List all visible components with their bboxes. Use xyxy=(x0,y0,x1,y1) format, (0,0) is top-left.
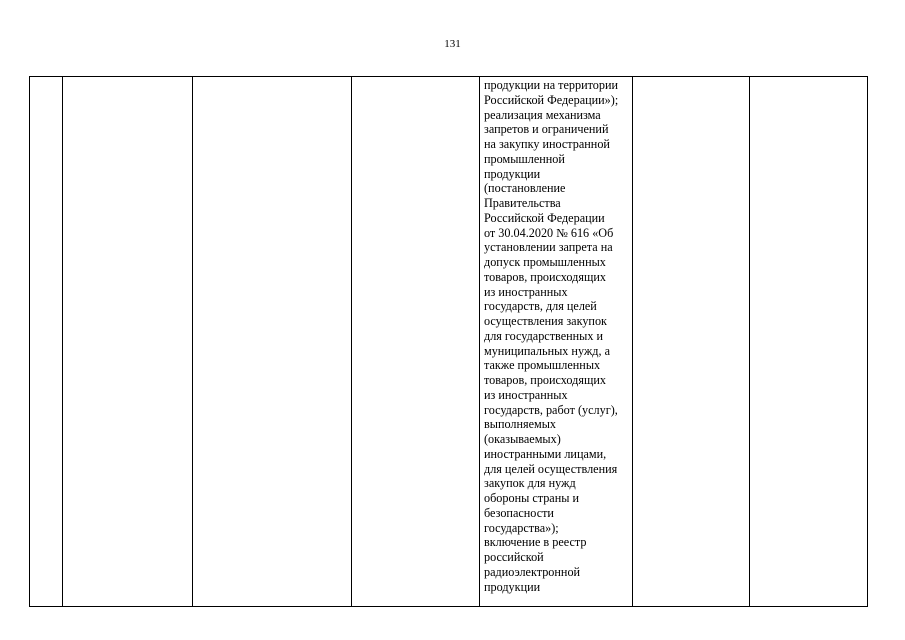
table-cell-col6 xyxy=(633,77,750,607)
table-cell-number xyxy=(30,77,63,607)
page-number: 131 xyxy=(444,38,461,50)
text-line: государств, для целей xyxy=(484,299,597,314)
text-line: допуск промышленных xyxy=(484,255,606,269)
text-line: промышленной xyxy=(484,151,565,166)
text-line: на закупку иностранной xyxy=(484,137,610,151)
text-line: продукции xyxy=(484,166,541,181)
text-line: иностранными лицами, xyxy=(484,446,607,461)
measures-text xyxy=(480,77,632,594)
text-line: товаров, происходящих xyxy=(484,269,606,284)
text-line: запретов и ограничений xyxy=(484,122,609,137)
text-line: из иностранных xyxy=(484,284,568,299)
text-line: осуществления закупок xyxy=(484,314,607,328)
text-line: от 30.04.2020 № 616 «Об xyxy=(484,225,614,240)
text-line: государства»); xyxy=(484,520,559,535)
text-line: (оказываемых) xyxy=(484,432,561,446)
text-line: обороны страны и xyxy=(484,491,580,505)
text-line: для целей осуществления xyxy=(484,461,618,476)
text-line: товаров, происходящих xyxy=(484,373,606,387)
table-cell-col2 xyxy=(63,77,193,607)
document-table xyxy=(29,76,868,607)
text-line: Российской Федерации xyxy=(484,210,605,225)
text-line: Правительства xyxy=(484,196,561,210)
text-line: муниципальных нужд, а xyxy=(484,343,611,358)
text-line: продукции на территории xyxy=(484,78,619,92)
text-line: включение в реестр xyxy=(484,535,587,550)
table-row xyxy=(30,77,868,607)
text-line: российской xyxy=(484,550,544,564)
text-line: выполняемых xyxy=(484,417,557,432)
text-line: реализация механизма xyxy=(484,107,601,122)
text-line: из иностранных xyxy=(484,387,568,402)
text-line: установлении запрета на xyxy=(484,240,613,255)
text-line: также промышленных xyxy=(484,358,601,373)
text-line: государств, работ (услуг), xyxy=(484,402,618,417)
text-line: для государственных и xyxy=(484,328,604,343)
table-cell-col7 xyxy=(750,77,868,607)
text-line: (постановление xyxy=(484,181,566,196)
table-cell-col3 xyxy=(193,77,352,607)
text-line: радиоэлектронной xyxy=(484,564,581,579)
text-line: безопасности xyxy=(484,505,554,520)
text-line: закупок для нужд xyxy=(484,476,576,491)
text-line: Российской Федерации»); xyxy=(484,92,619,107)
table-cell-col4 xyxy=(352,77,480,607)
table-cell-measures xyxy=(480,77,633,607)
text-line: продукции xyxy=(484,579,541,594)
